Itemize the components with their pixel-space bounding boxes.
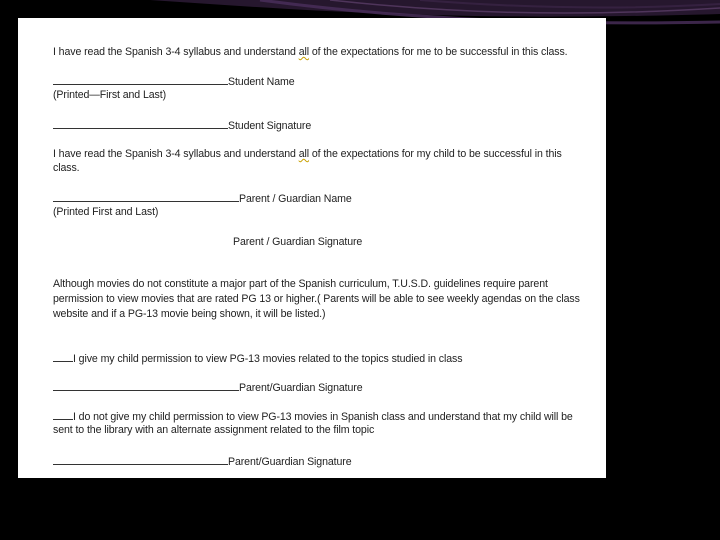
permission-form-document <box>18 18 606 478</box>
parent-name-note: (Printed First and Last) <box>53 206 159 218</box>
permission-no-blank[interactable] <box>53 409 73 420</box>
permission-yes-line: I give my child permission to view PG-13 movies related to the topics studied in class <box>53 351 462 367</box>
student-signature-line: Student Signature <box>53 118 311 134</box>
student-signature-blank[interactable] <box>53 118 228 129</box>
parent-signature-label: Parent / Guardian Signature <box>233 236 363 248</box>
permission-no-line: I do not give my child permission to view PG-13 movies in Spanish class and understand that my child will be <box>53 409 573 425</box>
movie-policy-line-3: website and if a PG-13 movie being shown, it will be listed.) <box>53 308 326 320</box>
parent-acknowledgement: I have read the Spanish 3-4 syllabus and understand all of the expectations for my child to be successful in this <box>53 148 562 160</box>
student-acknowledgement: I have read the Spanish 3-4 syllabus and understand all of the expectations for me to be successful in this class. <box>53 46 568 58</box>
parent-guardian-signature-line-1: Parent/Guardian Signature <box>53 380 363 396</box>
permission-no-line-2: sent to the library with an alternate assignment related to the film topic <box>53 424 375 436</box>
student-name-blank[interactable] <box>53 74 228 85</box>
permission-yes-blank[interactable] <box>53 351 73 362</box>
parent-name-blank[interactable] <box>53 191 239 202</box>
student-name-note: (Printed—First and Last) <box>53 89 166 101</box>
movie-policy-line-1: Although movies do not constitute a major part of the Spanish curriculum, T.U.S.D. guidelines require parent <box>53 278 548 290</box>
parent-guardian-signature-blank-2[interactable] <box>53 454 228 465</box>
movie-policy-line-2: permission to view movies that are rated PG 13 or higher.( Parents will be able to see weekly agendas on the class <box>53 293 580 305</box>
parent-guardian-signature-line-2: Parent/Guardian Signature <box>53 454 352 470</box>
parent-guardian-signature-blank-1[interactable] <box>53 380 239 391</box>
parent-name-line: Parent / Guardian Name <box>53 191 352 207</box>
student-name-line: Student Name <box>53 74 295 90</box>
parent-acknowledgement-continued: class. <box>53 162 80 174</box>
